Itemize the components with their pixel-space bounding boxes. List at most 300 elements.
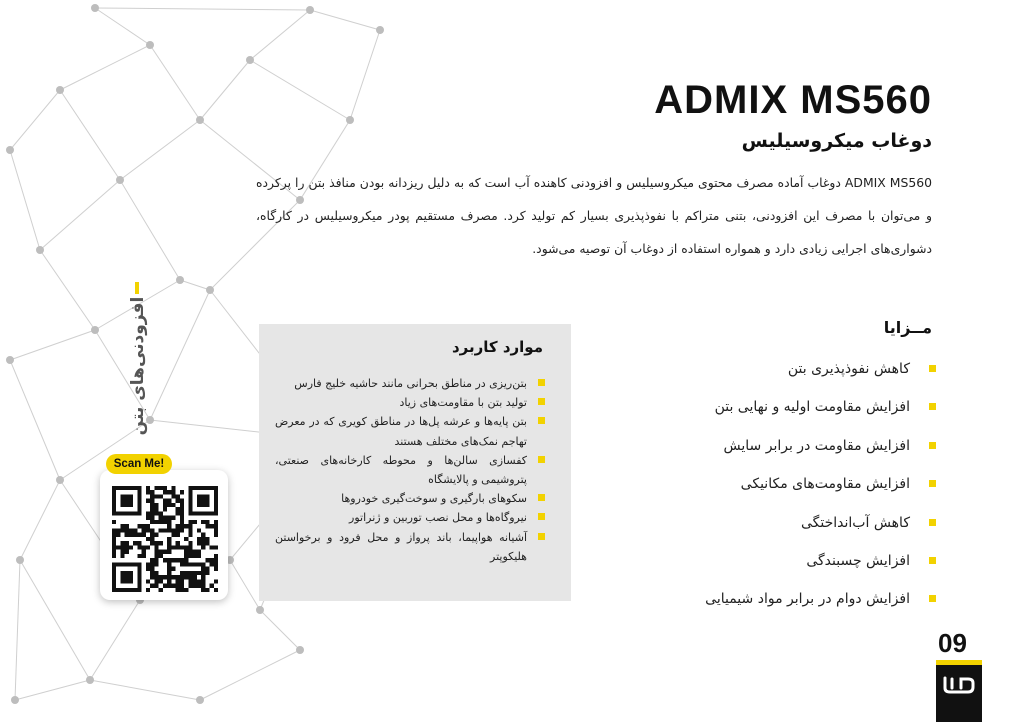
qr-module [201,533,205,537]
qr-module [171,567,175,571]
qr-module [146,545,150,549]
qr-module [150,503,154,507]
qr-module [167,537,171,541]
network-node [36,246,44,254]
qr-module [133,528,137,532]
qr-module [167,575,171,579]
qr-module [205,537,209,541]
qr-module [150,528,154,532]
qr-module [184,545,188,549]
qr-module [112,528,116,532]
usage-item-text: بتن‌ریزی در مناطق بحرانی مانند حاشیه خلیج فارس [294,377,527,390]
qr-module [197,579,201,583]
qr-module [214,520,218,524]
qr-module [120,528,124,532]
qr-module [150,516,154,520]
qr-module [167,524,171,528]
qr-module [171,494,175,498]
qr-module [129,528,133,532]
page-number: 09 [938,628,967,658]
qr-module [167,541,171,545]
network-node [11,696,19,704]
qr-module [154,511,158,515]
qr-module [159,541,163,545]
qr-module [150,558,154,562]
network-node [246,56,254,64]
network-node [16,556,24,564]
qr-module [146,588,150,592]
qr-module [193,520,197,524]
network-line [20,480,60,560]
qr-module [210,558,214,562]
network-line [10,360,60,480]
qr-module [188,579,192,583]
qr-module [146,511,150,515]
qr-module [201,562,205,566]
network-line [350,30,380,120]
qr-module [150,520,154,524]
qr-module [154,533,158,537]
qr-module [176,528,180,532]
qr-module [201,567,205,571]
qr-module [176,511,180,515]
qr-module [197,554,201,558]
qr-module [176,558,180,562]
qr-module [167,550,171,554]
network-node [196,696,204,704]
qr-module [167,545,171,549]
qr-module [214,567,218,571]
qr-module [167,562,171,566]
network-line [10,330,95,360]
qr-module [171,490,175,494]
qr-module [112,550,116,554]
qr-module [188,575,192,579]
qr-module [159,554,163,558]
qr-module [180,511,184,515]
qr-module [150,533,154,537]
qr-module [150,499,154,503]
qr-module [146,567,150,571]
qr-module [188,520,192,524]
network-line [90,600,140,680]
network-node [146,41,154,49]
qr-module [120,550,124,554]
network-node [176,276,184,284]
qr-module [171,516,175,520]
qr-module [150,575,154,579]
qr-module [142,554,146,558]
qr-module [163,499,167,503]
bullet-square-icon [538,379,545,386]
qr-module [142,528,146,532]
product-subtitle: دوغاب میکروسیلیس [741,130,932,152]
network-line [180,280,210,290]
qr-module [214,533,218,537]
usage-item-text: آشیانه هواپیما، باند پرواز و محل فرود و برخواستن هلیکوپتر [275,530,527,563]
qr-module [188,562,192,566]
network-line [200,60,250,120]
qr-module [201,579,205,583]
qr-module [163,490,167,494]
qr-module [176,575,180,579]
qr-module [154,494,158,498]
list-item [275,451,545,489]
qr-module [154,571,158,575]
logo-accent-stripe [936,660,982,665]
list-item [275,374,545,393]
qr-module [184,575,188,579]
qr-module [125,524,129,528]
qr-module [167,490,171,494]
qr-module [180,520,184,524]
qr-module [163,528,167,532]
qr-module [180,499,184,503]
qr-module [150,490,154,494]
qr-module [146,524,150,528]
qr-module [184,537,188,541]
qr-module [171,533,175,537]
usage-item-text: کفسازی سالن‌ها و محوطه کارخانه‌های صنعتی، پتروشیمی و پالایشگاه [275,453,527,487]
qr-module [210,584,214,588]
logo-mark-icon [942,674,976,696]
usage-item-text: تولید بتن با مقاومت‌های زیاد [399,396,527,410]
qr-module [180,584,184,588]
qr-module [112,554,116,558]
qr-finder-square [197,494,210,507]
qr-module [201,520,205,524]
qr-module [125,541,129,545]
network-line [40,180,120,250]
qr-module [150,541,154,545]
qr-module [146,579,150,583]
qr-module [154,558,158,562]
qr-module [180,516,184,520]
qr-module [210,524,214,528]
advantage-item-text: افزایش مقاومت اولیه و نهایی بتن [714,399,910,416]
network-line [120,180,180,280]
qr-module [214,558,218,562]
bullet-square-icon [929,403,936,410]
network-line [150,45,200,120]
bullet-square-icon [538,494,545,501]
list-item [616,394,936,432]
qr-module [197,541,201,545]
bullet-square-icon [929,595,936,602]
qr-module [188,571,192,575]
qr-module [120,541,124,545]
qr-module [214,528,218,532]
network-node [6,356,14,364]
qr-module [137,533,141,537]
accent-bar [135,282,139,294]
qr-module [159,575,163,579]
network-line [230,560,260,610]
qr-module [188,528,192,532]
qr-module [201,541,205,545]
qr-module [146,516,150,520]
qr-module [171,575,175,579]
qr-module [142,550,146,554]
network-line [90,680,200,700]
qr-module [159,486,163,490]
qr-module [146,537,150,541]
bullet-square-icon [538,398,545,405]
qr-module [167,503,171,507]
qr-module [167,520,171,524]
network-node [256,606,264,614]
qr-module [167,516,171,520]
usage-box [259,324,571,601]
usage-list [275,374,545,566]
network-node [86,676,94,684]
qr-module [137,545,141,549]
qr-module [112,545,116,549]
qr-module [180,503,184,507]
qr-module [184,588,188,592]
network-node [196,116,204,124]
qr-module [163,575,167,579]
qr-module [133,533,137,537]
network-node [206,286,214,294]
network-line [60,90,120,180]
list-item [275,393,545,412]
qr-module [167,499,171,503]
qr-module [154,562,158,566]
qr-module [176,579,180,583]
qr-module [193,584,197,588]
qr-module [120,545,124,549]
network-line [15,680,90,700]
qr-module [150,511,154,515]
qr-module [184,571,188,575]
qr-module [180,579,184,583]
network-node [56,86,64,94]
qr-module [146,499,150,503]
qr-code-icon[interactable] [112,486,218,592]
qr-module [163,516,167,520]
qr-module [129,545,133,549]
qr-module [180,575,184,579]
qr-module [159,550,163,554]
network-node [346,116,354,124]
qr-module [197,562,201,566]
qr-module [180,558,184,562]
qr-module [171,503,175,507]
network-line [40,250,95,330]
list-item [616,433,936,471]
qr-module [154,545,158,549]
qr-module [150,494,154,498]
qr-module [120,554,124,558]
qr-module [154,486,158,490]
qr-module [201,575,205,579]
qr-module [163,584,167,588]
qr-module [125,528,129,532]
qr-module [154,575,158,579]
network-line [10,90,60,150]
network-line [20,560,90,680]
qr-module [197,584,201,588]
qr-module [150,562,154,566]
network-line [200,650,300,700]
list-item [616,586,936,624]
usage-item-text: نیروگاه‌ها و محل نصب توربین و ژنراتور [349,511,527,525]
bullet-square-icon [538,456,545,463]
qr-module [142,533,146,537]
qr-module [159,516,163,520]
qr-module [163,503,167,507]
list-item [275,412,545,450]
qr-module [188,545,192,549]
qr-module [163,558,167,562]
qr-module [214,524,218,528]
side-category-text: افزودنی‌های بتن [128,296,148,436]
qr-module [171,558,175,562]
qr-module [176,541,180,545]
network-line [260,610,300,650]
bullet-square-icon [929,442,936,449]
qr-module [188,541,192,545]
qr-module [197,550,201,554]
qr-module [154,503,158,507]
network-line [95,8,310,10]
qr-module [180,571,184,575]
network-line [250,60,350,120]
qr-module [184,554,188,558]
qr-module [201,584,205,588]
list-item [275,528,545,566]
qr-module [205,567,209,571]
qr-module [146,528,150,532]
qr-finder-square [120,571,133,584]
qr-module [176,588,180,592]
advantage-item-text: کاهش آب‌انداختگی [801,514,910,531]
qr-module [159,588,163,592]
qr-module [154,520,158,524]
advantage-item-text: افزایش دوام در برابر مواد شیمیایی [705,591,910,608]
qr-module [176,524,180,528]
qr-module [112,520,116,524]
qr-module [188,584,192,588]
qr-module [171,584,175,588]
qr-module [188,533,192,537]
list-item [616,356,936,394]
qr-module [193,571,197,575]
qr-module [116,545,120,549]
qr-module [163,486,167,490]
network-line [60,45,150,90]
qr-module [142,545,146,549]
qr-module [205,541,209,545]
network-line [10,150,40,250]
qr-module [116,528,120,532]
qr-module [184,550,188,554]
qr-module [184,562,188,566]
network-node [296,646,304,654]
qr-module [163,520,167,524]
network-line [150,290,210,420]
scan-me-badge: Scan Me! [106,454,172,474]
network-node [116,176,124,184]
qr-module [180,524,184,528]
qr-module [112,533,116,537]
bullet-square-icon [929,557,936,564]
qr-module [146,490,150,494]
qr-module [125,550,129,554]
qr-module [171,486,175,490]
qr-module [205,524,209,528]
qr-module [214,579,218,583]
qr-module [176,494,180,498]
usage-item-text: سکوهای بارگیری و سوخت‌گیری خودروها [341,492,527,506]
advantage-item-text: افزایش چسبندگی [806,552,910,569]
qr-finder-square [120,494,133,507]
bullet-square-icon [929,365,936,372]
network-node [56,476,64,484]
qr-module [137,524,141,528]
qr-module [129,533,133,537]
qr-module [171,528,175,532]
network-node [91,4,99,12]
qr-module [201,588,205,592]
qr-module [154,541,158,545]
qr-module [205,558,209,562]
qr-module [176,507,180,511]
qr-module [210,562,214,566]
qr-module [150,584,154,588]
bullet-square-icon [929,480,936,487]
qr-module [159,528,163,532]
bullet-square-icon [929,519,936,526]
company-logo-icon [936,660,982,722]
qr-module [125,533,129,537]
qr-module [180,562,184,566]
qr-module [150,567,154,571]
qr-module [205,520,209,524]
qr-module [176,499,180,503]
qr-module [154,550,158,554]
qr-module [180,528,184,532]
network-line [95,8,150,45]
qr-module [214,545,218,549]
qr-module [167,528,171,532]
qr-module [176,545,180,549]
list-item [616,510,936,548]
qr-module [180,490,184,494]
qr-module [167,571,171,575]
qr-module [120,524,124,528]
usage-item-text: بتن پایه‌ها و عرشه پل‌ها در مناطق کویری که در معرض تهاجم نمک‌های مختلف هستند [275,415,527,448]
qr-module [112,537,116,541]
network-node [91,326,99,334]
advantages-list [616,356,936,625]
network-node [306,6,314,14]
qr-module [137,541,141,545]
qr-module [176,584,180,588]
advantage-item-text: افزایش مقاومت‌های مکانیکی [740,476,910,493]
qr-module [154,554,158,558]
qr-module [214,562,218,566]
qr-module [137,554,141,558]
qr-module [193,554,197,558]
network-line [15,560,20,700]
qr-module [163,507,167,511]
network-node [376,26,384,34]
qr-module [210,545,214,549]
qr-module [193,575,197,579]
product-description: ADMIX MS560 دوغاب آماده مصرف محتوی میکروسیلیس و افزودنی کاهنده آب است که به دلیل ریزدانه بودن منافذ بتن را پرکرده و می‌توان با مصرف این افزودنی، بتنی متراکم با نفوذپذیری بسیار کم تولید کرد. مصرف مستقیم پودر میکروسیلیس در کارگاه، دشواری‌های اجرایی زیادی دارد و همواره استفاده از دوغاب آن توصیه می‌شود. [256,175,932,256]
